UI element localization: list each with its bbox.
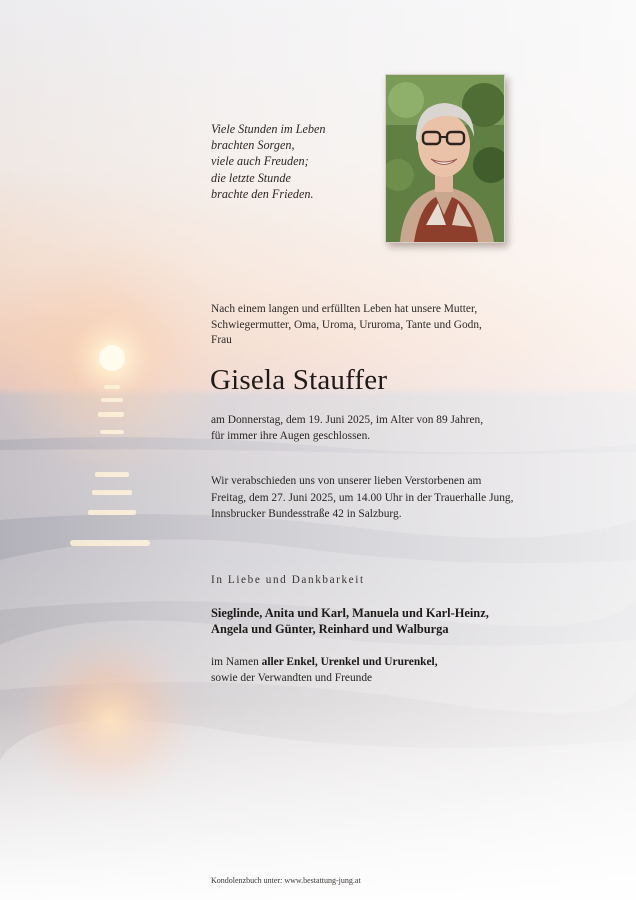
intro-text [211,302,541,349]
thanks-heading: In Liebe und Dankbarkeit [211,574,365,586]
family-names [211,605,489,638]
intro-line: Nach einem langen und erfüllten Leben hat unsere Mutter, [211,303,478,315]
poem-line: brachte den Frieden. [211,186,314,201]
funeral-line: Freitag, dem 27. Juni 2025, um 14.00 Uhr in der Trauerhalle Jung, [211,491,514,504]
funeral-details [211,473,551,523]
deceased-name: Gisela Stauffer [210,364,388,396]
family-line: Angela und Günter, Reinhard und Walburga [211,622,449,637]
poem [211,121,381,202]
portrait-photo [385,74,505,243]
death-notice-line: für immer ihre Augen geschlossen. [211,429,371,442]
intro-line: Schwiegermutter, Oma, Uroma, Ururoma, Tante und Godn, [211,318,482,331]
poem-line: die letzte Stunde [211,170,291,185]
death-notice-line: am Donnerstag, dem 19. Juni 2025, im Alter von 89 Jahren, [211,414,484,426]
poem-line: brachten Sorgen, [211,138,295,153]
funeral-line: Wir verabschieden uns von unserer lieben Verstorbenen am [211,475,482,487]
family-line: Sieglinde, Anita und Karl, Manuela und Karl-Heinz, [211,606,489,620]
relatives-line-2: sowie der Verwandten und Freunde [211,671,373,684]
poem-line: viele auch Freuden; [211,154,309,169]
poem-line: Viele Stunden im Leben [211,122,326,136]
condolence-book-link[interactable]: Kondolenzbuch unter: www.bestattung-jung.at [211,876,361,885]
relatives-line-1 [211,655,438,671]
funeral-line: Innsbrucker Bundesstraße 42 in Salzburg. [211,508,402,521]
relatives-text [211,655,438,686]
relatives-prefix: im Namen [211,656,259,668]
death-notice [211,413,541,444]
relatives-grandchildren: aller Enkel, Urenkel und Ururenkel, [261,656,438,668]
intro-line: Frau [211,334,232,347]
